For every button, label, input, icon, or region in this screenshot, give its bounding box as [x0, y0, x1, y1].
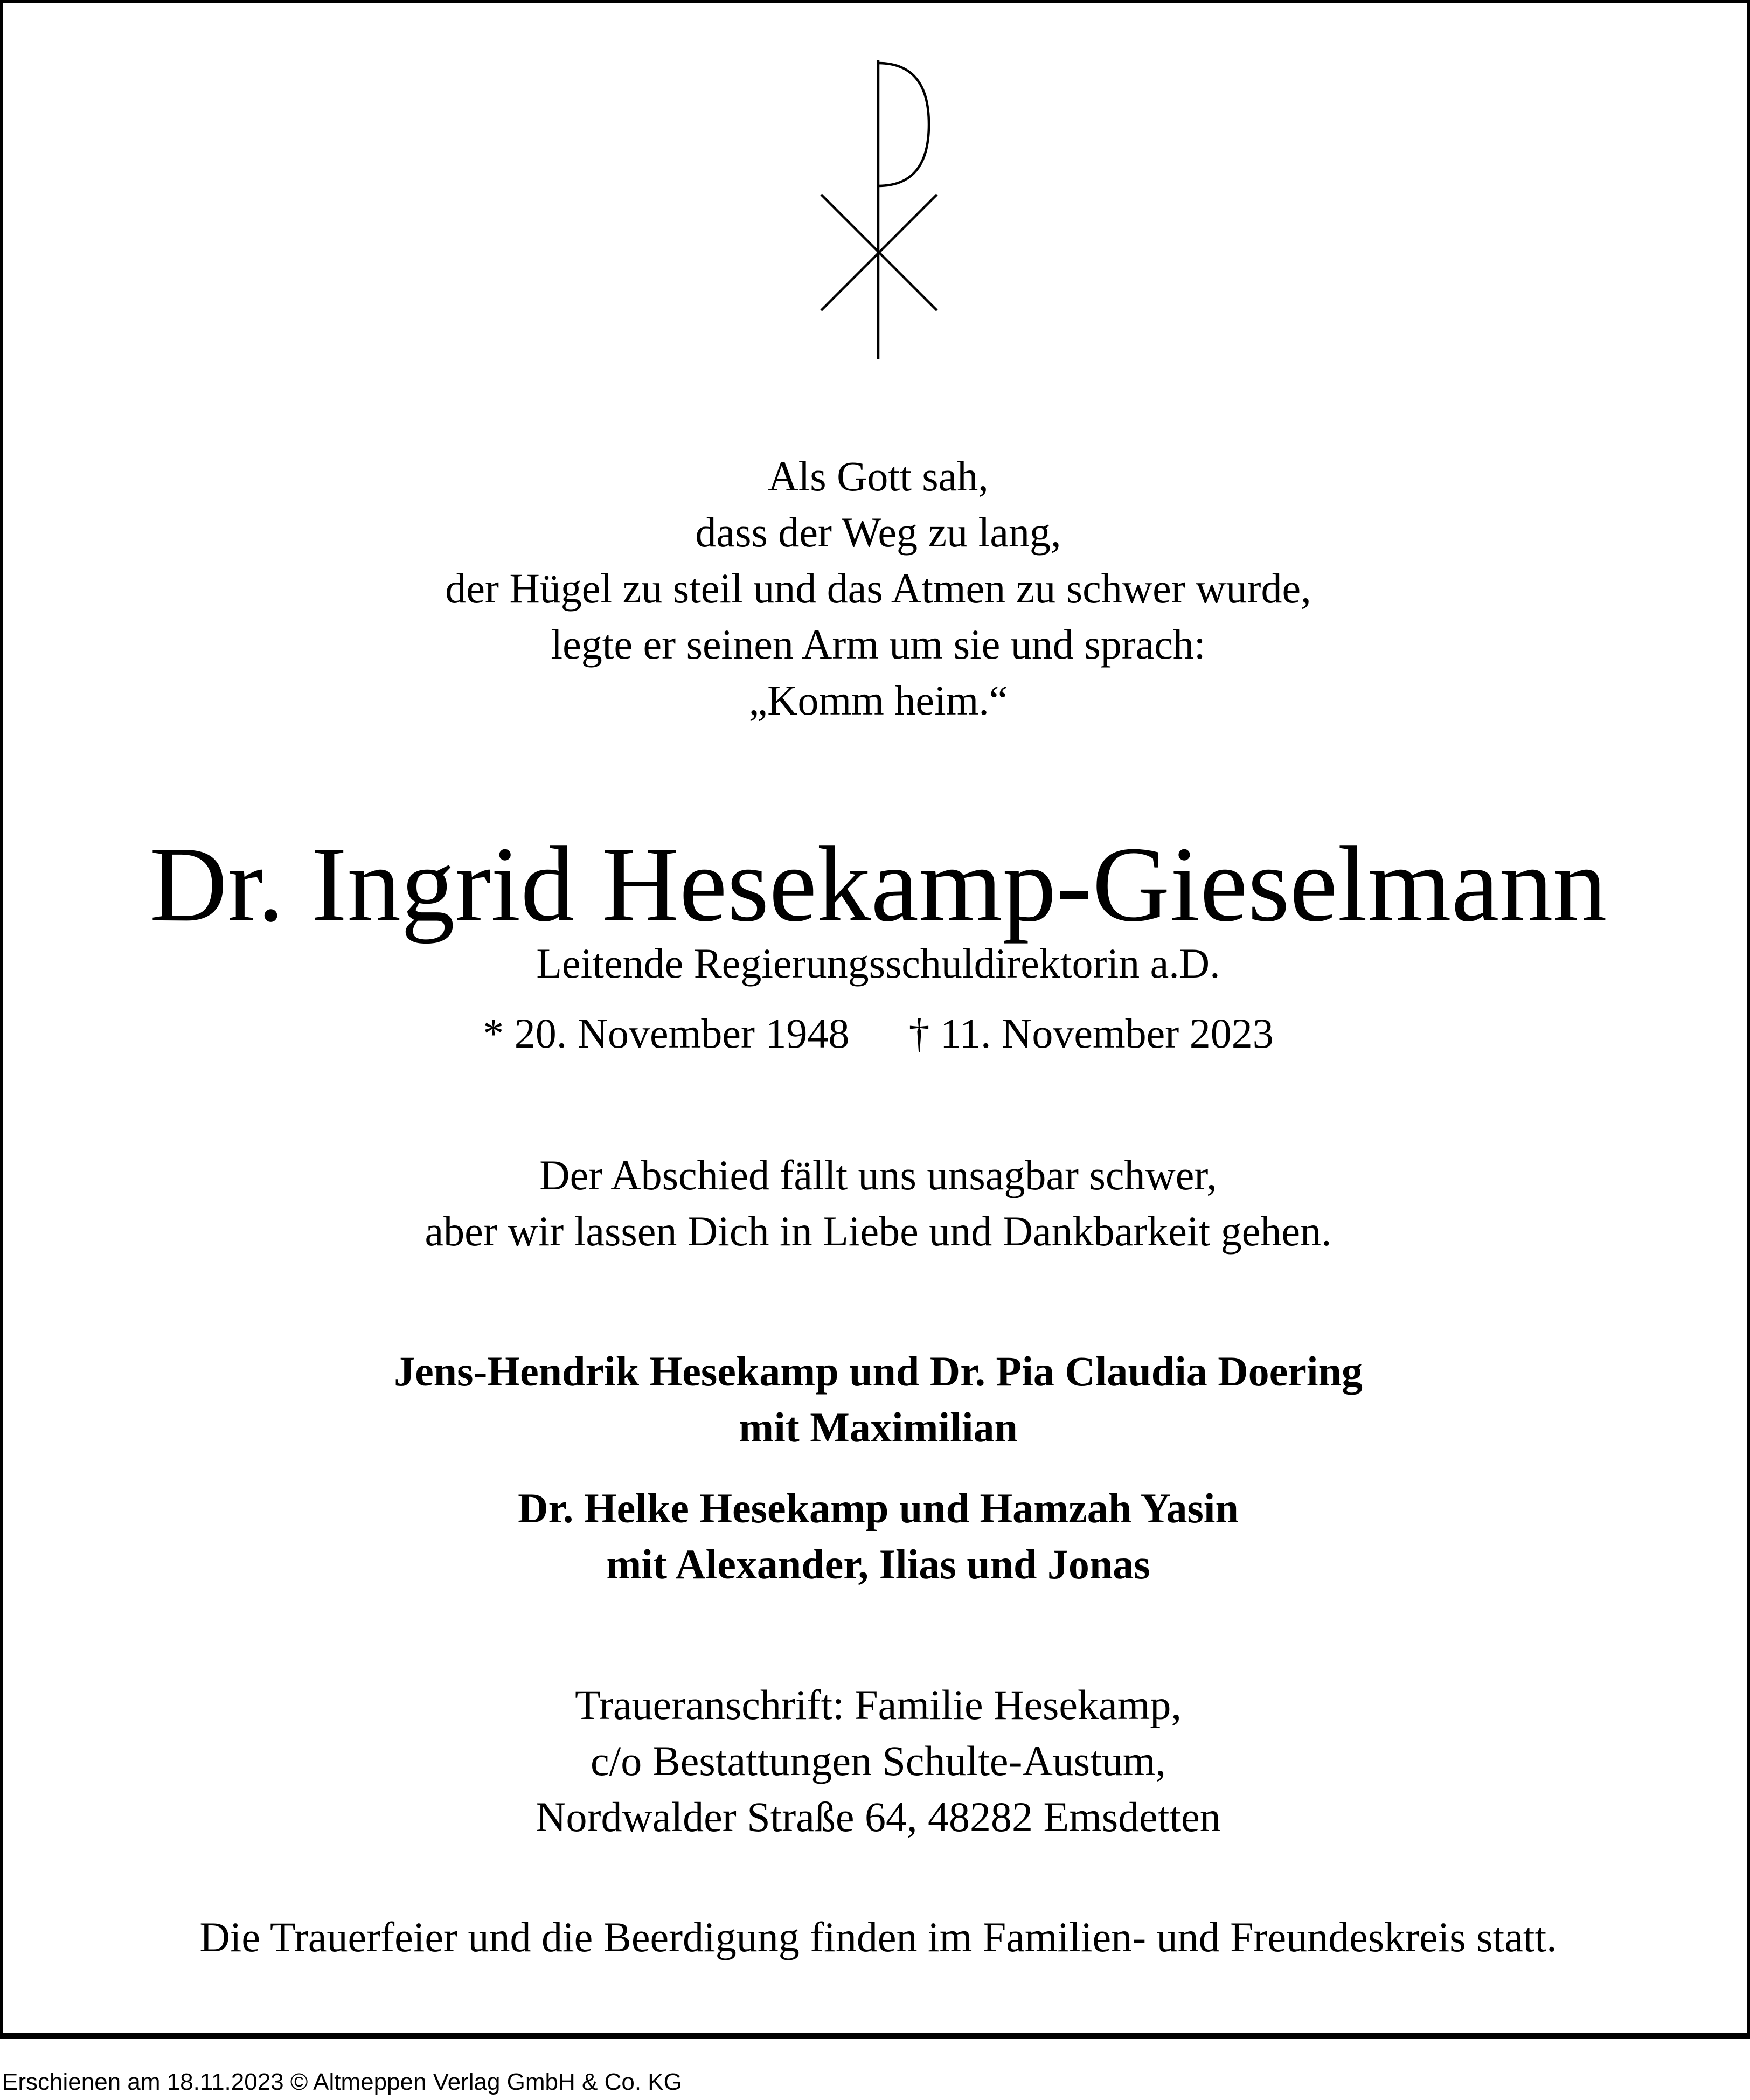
poem: [3, 448, 1750, 729]
address-line: c/o Bestattungen Schulte-Austum,: [590, 1737, 1166, 1784]
mourner-children: mit Maximilian: [739, 1404, 1018, 1451]
death-date: † 11. November 2023: [908, 1010, 1274, 1057]
chi-rho-icon: [805, 60, 952, 362]
poem-line: der Hügel zu steil und das Atmen zu schwer wurde,: [445, 565, 1311, 612]
poem-line: Als Gott sah,: [768, 453, 989, 500]
mourning-address: [3, 1677, 1750, 1845]
deceased-title: Leitende Regierungsschuldirektorin a.D.: [536, 940, 1220, 987]
mourner-names: Dr. Helke Hesekamp und Hamzah Yasin: [518, 1485, 1239, 1531]
deceased-name: Dr. Ingrid Hesekamp-Gieselmann: [149, 825, 1607, 944]
address-line: Nordwalder Straße 64, 48282 Emsdetten: [536, 1793, 1221, 1840]
farewell-line: Der Abschied fällt uns unsagbar schwer,: [539, 1152, 1217, 1198]
mourner-group: [3, 1480, 1750, 1592]
farewell-line: aber wir lassen Dich in Liebe und Dankbarkeit gehen.: [425, 1208, 1332, 1255]
publication-note: Erschienen am 18.11.2023 © Altmeppen Verlag GmbH & Co. KG: [2, 2069, 682, 2095]
address-line: Traueranschrift: Familie Hesekamp,: [575, 1681, 1182, 1728]
poem-line: dass der Weg zu lang,: [695, 509, 1061, 556]
life-dates: [3, 1006, 1750, 1062]
farewell-text: [3, 1147, 1750, 1259]
mourner-children: mit Alexander, Ilias und Jonas: [606, 1541, 1150, 1588]
mourner-group: [3, 1343, 1750, 1456]
poem-line: „Komm heim.“: [748, 677, 1008, 724]
poem-line: legte er seinen Arm um sie und sprach:: [551, 621, 1206, 668]
ceremony-note: Die Trauerfeier und die Beerdigung finden im Familien- und Freundeskreis statt.: [199, 1914, 1557, 1960]
mourner-names: Jens-Hendrik Hesekamp und Dr. Pia Claudia Doering: [394, 1348, 1363, 1395]
birth-date: * 20. November 1948: [483, 1010, 850, 1057]
